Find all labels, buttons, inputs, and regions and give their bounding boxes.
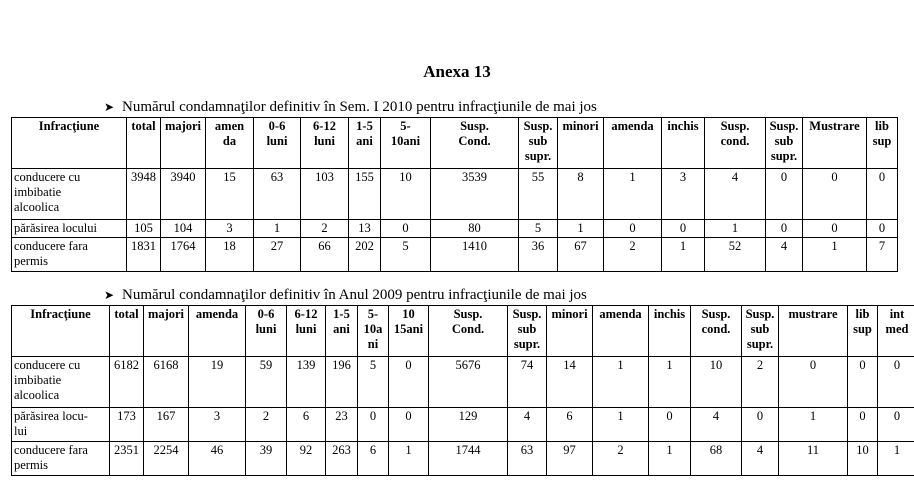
column-header: [691, 306, 742, 357]
table-cell: 1: [649, 357, 691, 408]
cell-text-line: 10: [402, 307, 415, 321]
table-cell: 4: [691, 408, 742, 442]
column-header: [358, 306, 389, 357]
column-header: [301, 118, 349, 169]
cell-text-line: cond.: [701, 322, 731, 336]
table-cell: 2351: [110, 442, 144, 476]
column-header: [110, 306, 144, 357]
table-cell: 2254: [144, 442, 189, 476]
table-cell: 39: [246, 442, 287, 476]
cell-text-line: conducere cu: [14, 170, 81, 184]
table-cell: 3: [189, 408, 246, 442]
cell-text-line: Susp.: [453, 307, 483, 321]
cell-text-line: imbibatie: [14, 373, 62, 387]
table-cell: 15: [206, 169, 254, 220]
table-cell: 59: [246, 357, 287, 408]
table-cell: 6: [287, 408, 326, 442]
table-cell: 0: [779, 357, 848, 408]
table-cell: 0: [381, 220, 431, 238]
table-cell: 0: [389, 357, 429, 408]
column-header: [519, 118, 558, 169]
table-cell: 0: [358, 408, 389, 442]
offense-name-cell: [12, 238, 127, 272]
offense-name-cell: [12, 357, 110, 408]
table-cell: 0: [848, 408, 878, 442]
cell-text-line: ani: [333, 322, 350, 336]
table-cell: 1744: [429, 442, 508, 476]
table-row: [12, 238, 898, 272]
table-cell: 10: [691, 357, 742, 408]
cell-text-line: sub: [517, 322, 537, 336]
cell-text-line: da: [222, 134, 237, 148]
table-cell: 6182: [110, 357, 144, 408]
cell-text-line: lib: [855, 307, 870, 321]
cell-text-line: imbibatie: [14, 185, 62, 199]
table-cell: 0: [867, 169, 898, 220]
table-cell: 3940: [161, 169, 206, 220]
cell-text-line: 15ani: [393, 322, 424, 336]
table-row: [12, 357, 914, 408]
page-title: Anexa 13: [423, 62, 491, 81]
table-cell: 0: [766, 169, 803, 220]
cell-text-line: supr.: [746, 337, 774, 351]
cell-text-line: Susp.: [701, 307, 731, 321]
table-cell: 104: [161, 220, 206, 238]
column-header: [803, 118, 867, 169]
cell-text-line: inchis: [667, 119, 699, 133]
table-cell: 2: [593, 442, 649, 476]
cell-text-line: majori: [164, 119, 202, 133]
column-header: [848, 306, 878, 357]
column-header: [593, 306, 649, 357]
cell-text-line: total: [114, 307, 139, 321]
column-header: [161, 118, 206, 169]
table-cell: 63: [254, 169, 301, 220]
cell-text-line: alcoolica: [14, 388, 60, 402]
table-cell: 155: [349, 169, 381, 220]
cell-text-line: mustrare: [788, 307, 838, 321]
table-cell: 4: [705, 169, 766, 220]
table-cell: 0: [604, 220, 662, 238]
column-header: [189, 306, 246, 357]
table-cell: 139: [287, 357, 326, 408]
column-header: [508, 306, 547, 357]
cell-text-line: Susp.: [523, 119, 553, 133]
column-header: [287, 306, 326, 357]
table-cell: 0: [803, 220, 867, 238]
table-cell: 46: [189, 442, 246, 476]
column-header: [705, 118, 766, 169]
table-cell: 3: [662, 169, 705, 220]
column-header: [878, 306, 914, 357]
table-cell: 63: [508, 442, 547, 476]
cell-text-line: amenda: [611, 119, 654, 133]
cell-text-line: Infracţiune: [38, 119, 100, 133]
cell-text-line: supr.: [524, 149, 552, 163]
column-header: [246, 306, 287, 357]
column-header: [254, 118, 301, 169]
table-cell: 196: [326, 357, 358, 408]
table-cell: 19: [189, 357, 246, 408]
table-cell: 4: [742, 442, 779, 476]
table-cell: 0: [389, 408, 429, 442]
table-sem1-2010: [11, 117, 898, 272]
table-row: [12, 408, 914, 442]
section-2-caption: [104, 287, 587, 304]
cell-text-line: părăsirea locului: [14, 221, 97, 235]
cell-text-line: 0-6: [268, 119, 286, 133]
cell-text-line: ani: [356, 134, 373, 148]
cell-text-line: 1-5: [333, 307, 350, 321]
cell-text-line: supr.: [770, 149, 798, 163]
section-2-caption-text: Numărul condamnaţilor definitiv în Anul 2009 pentru infracţiunile de mai jos: [122, 287, 587, 303]
column-header: [127, 118, 161, 169]
header-row: [12, 306, 914, 357]
table-cell: 1410: [431, 238, 519, 272]
table-cell: 6: [547, 408, 593, 442]
table-cell: 6168: [144, 357, 189, 408]
table-cell: 13: [349, 220, 381, 238]
cell-text-line: majori: [147, 307, 185, 321]
table-row: [12, 220, 898, 238]
table-cell: 1: [593, 408, 649, 442]
table-year-2009: [11, 305, 914, 476]
table-cell: 66: [301, 238, 349, 272]
table-cell: 2: [301, 220, 349, 238]
cell-text-line: Susp.: [769, 119, 799, 133]
section-1-caption-text: Numărul condamnaţilor definitiv în Sem. I 2010 pentru infracţiunile de mai jos: [122, 99, 597, 115]
column-header: [649, 306, 691, 357]
table-row: [12, 169, 898, 220]
column-header: [779, 306, 848, 357]
table-cell: 0: [803, 169, 867, 220]
table-cell: 14: [547, 357, 593, 408]
section-1-caption: [104, 99, 597, 116]
cell-text-line: luni: [295, 322, 317, 336]
table-cell: 167: [144, 408, 189, 442]
column-header: [766, 118, 803, 169]
table-cell: 3: [206, 220, 254, 238]
cell-text-line: alcoolica: [14, 200, 60, 214]
table-cell: 173: [110, 408, 144, 442]
cell-text-line: 1-5: [356, 119, 373, 133]
table-cell: 1: [662, 238, 705, 272]
cell-text-line: minori: [551, 307, 588, 321]
cell-text-line: 6-12: [294, 307, 318, 321]
table-cell: 23: [326, 408, 358, 442]
column-header: [206, 118, 254, 169]
arrow-bullet-icon: ➤: [104, 288, 115, 302]
cell-text-line: ni: [367, 337, 379, 351]
column-header: [558, 118, 604, 169]
cell-text-line: Susp.: [512, 307, 542, 321]
table-cell: 2: [742, 357, 779, 408]
cell-text-line: lui: [14, 424, 28, 438]
table-cell: 27: [254, 238, 301, 272]
cell-text-line: Susp.: [720, 119, 750, 133]
column-header: [12, 118, 127, 169]
table-cell: 10: [381, 169, 431, 220]
cell-text-line: permis: [14, 254, 49, 268]
cell-text-line: amenda: [599, 307, 642, 321]
cell-text-line: luni: [314, 134, 335, 148]
cell-text-line: sup: [872, 134, 892, 148]
cell-text-line: 10ani: [390, 134, 421, 148]
table-cell: 105: [127, 220, 161, 238]
cell-text-line: Susp.: [460, 119, 489, 133]
table-cell: 4: [766, 238, 803, 272]
table-cell: 1: [878, 442, 914, 476]
cell-text-line: sub: [528, 134, 548, 148]
column-header: [547, 306, 593, 357]
offense-name-cell: [12, 408, 110, 442]
cell-text-line: sub: [750, 322, 770, 336]
cell-text-line: părăsirea locu-: [14, 409, 88, 423]
table-cell: 1: [779, 408, 848, 442]
cell-text-line: inchis: [653, 307, 686, 321]
table-cell: 0: [848, 357, 878, 408]
table-cell: 3539: [431, 169, 519, 220]
table-cell: 68: [691, 442, 742, 476]
cell-text-line: 6-12: [313, 119, 336, 133]
cell-text-line: luni: [255, 322, 277, 336]
table-cell: 2: [246, 408, 287, 442]
table-cell: 0: [878, 408, 914, 442]
cell-text-line: Cond.: [458, 134, 491, 148]
table-cell: 1: [649, 442, 691, 476]
table-cell: 0: [649, 408, 691, 442]
offense-name-cell: [12, 220, 127, 238]
table-cell: 5: [519, 220, 558, 238]
table-cell: 1: [593, 357, 649, 408]
table-cell: 2: [604, 238, 662, 272]
table-cell: 0: [878, 357, 914, 408]
cell-text-line: 5-: [400, 119, 411, 133]
column-header: [867, 118, 898, 169]
cell-text-line: 10a: [363, 322, 383, 336]
table-cell: 1: [604, 169, 662, 220]
column-header: [431, 118, 519, 169]
table-cell: 0: [662, 220, 705, 238]
table-cell: 6: [358, 442, 389, 476]
table-cell: 103: [301, 169, 349, 220]
cell-text-line: conducere fara: [14, 239, 88, 253]
table-cell: 11: [779, 442, 848, 476]
cell-text-line: lib: [875, 119, 889, 133]
cell-text-line: amenda: [195, 307, 239, 321]
cell-text-line: int: [889, 307, 905, 321]
arrow-bullet-icon: ➤: [104, 100, 115, 114]
table-cell: 1: [389, 442, 429, 476]
table-cell: 97: [547, 442, 593, 476]
column-header: [429, 306, 508, 357]
offense-name-cell: [12, 169, 127, 220]
cell-text-line: amen: [214, 119, 245, 133]
table-cell: 92: [287, 442, 326, 476]
cell-text-line: Mustrare: [809, 119, 860, 133]
column-header: [144, 306, 189, 357]
table-cell: 5: [381, 238, 431, 272]
table-cell: 1: [803, 238, 867, 272]
column-header: [349, 118, 381, 169]
column-header: [742, 306, 779, 357]
cell-text-line: 0-6: [257, 307, 275, 321]
column-header: [662, 118, 705, 169]
table-cell: 5676: [429, 357, 508, 408]
table-cell: 1: [254, 220, 301, 238]
cell-text-line: sub: [774, 134, 794, 148]
table-cell: 0: [867, 220, 898, 238]
cell-text-line: conducere fara: [14, 443, 88, 457]
table-cell: 0: [766, 220, 803, 238]
cell-text-line: minori: [562, 119, 599, 133]
column-header: [389, 306, 429, 357]
cell-text-line: permis: [14, 458, 49, 472]
table-cell: 1: [558, 220, 604, 238]
table-cell: 1764: [161, 238, 206, 272]
table-cell: 202: [349, 238, 381, 272]
header-row: [12, 118, 898, 169]
table-cell: 18: [206, 238, 254, 272]
table-cell: 5: [358, 357, 389, 408]
column-header: [12, 306, 110, 357]
table-cell: 8: [558, 169, 604, 220]
table-cell: 55: [519, 169, 558, 220]
cell-text-line: Infracţiune: [30, 307, 91, 321]
cell-text-line: total: [131, 119, 156, 133]
table-cell: 1: [705, 220, 766, 238]
offense-name-cell: [12, 442, 110, 476]
cell-text-line: luni: [266, 134, 288, 148]
cell-text-line: conducere cu: [14, 358, 81, 372]
table-cell: 74: [508, 357, 547, 408]
cell-text-line: sup: [853, 322, 872, 336]
table-cell: 1831: [127, 238, 161, 272]
column-header: [326, 306, 358, 357]
table-cell: 0: [742, 408, 779, 442]
cell-text-line: cond.: [720, 134, 750, 148]
cell-text-line: Cond.: [451, 322, 485, 336]
table-cell: 80: [431, 220, 519, 238]
column-header: [381, 118, 431, 169]
table-cell: 263: [326, 442, 358, 476]
cell-text-line: 5-: [367, 307, 379, 321]
cell-text-line: Susp.: [745, 307, 775, 321]
table-cell: 10: [848, 442, 878, 476]
cell-text-line: supr.: [513, 337, 541, 351]
table-cell: 4: [508, 408, 547, 442]
table-cell: 7: [867, 238, 898, 272]
table-cell: 67: [558, 238, 604, 272]
table-cell: 52: [705, 238, 766, 272]
column-header: [604, 118, 662, 169]
table-cell: 36: [519, 238, 558, 272]
cell-text-line: med: [885, 322, 909, 336]
table-cell: 3948: [127, 169, 161, 220]
table-row: [12, 442, 914, 476]
table-cell: 129: [429, 408, 508, 442]
